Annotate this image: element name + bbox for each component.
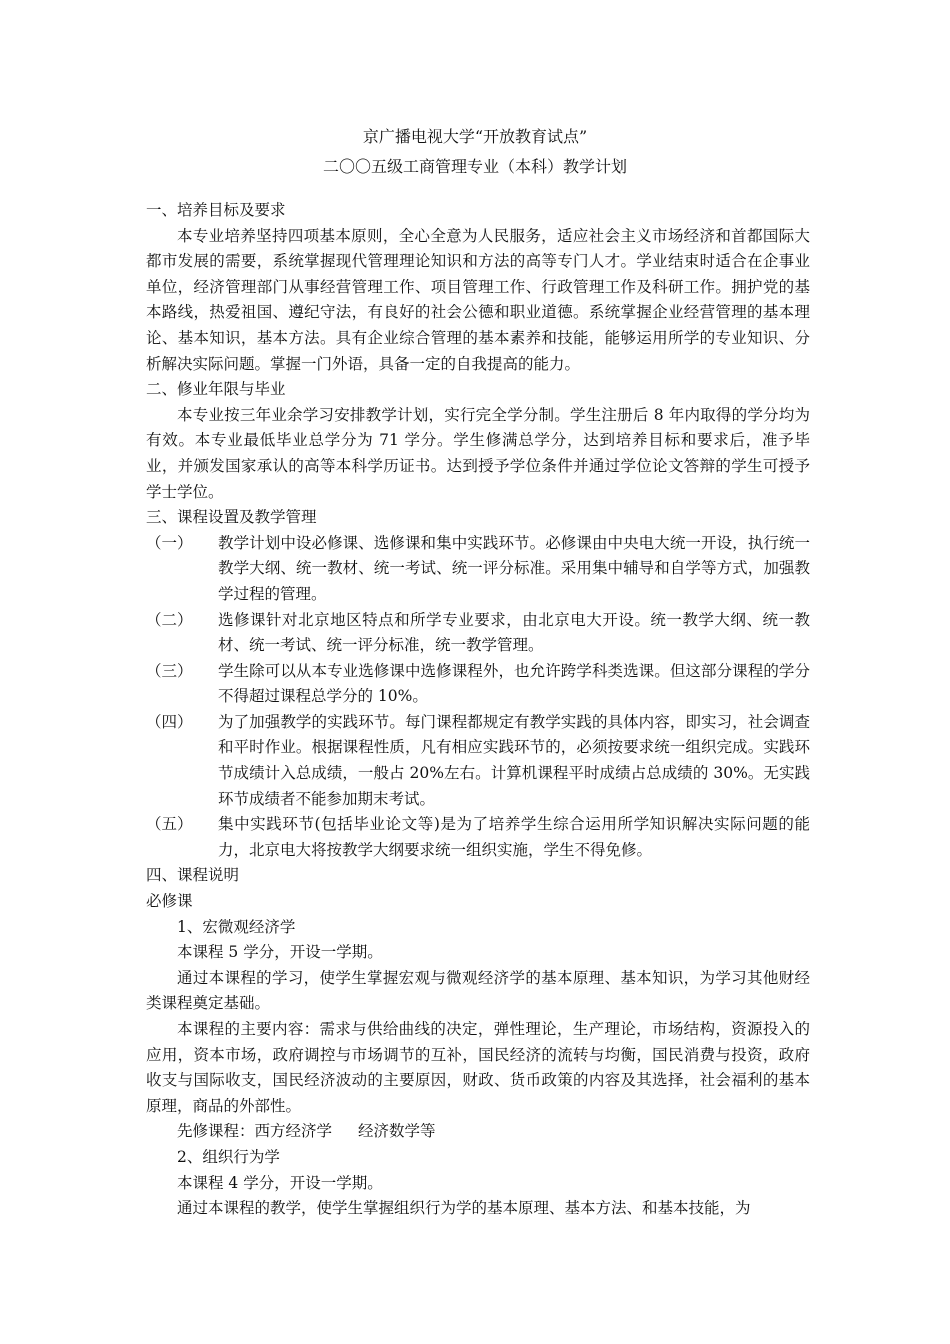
list-item bbox=[146, 608, 810, 659]
list-item bbox=[146, 531, 810, 608]
list-marker: （三） bbox=[146, 661, 193, 680]
section3-heading: 三、课程设置及教学管理 bbox=[146, 508, 317, 527]
section2-heading: 二、修业年限与毕业 bbox=[146, 380, 286, 399]
list-text: 教学计划中设必修课、选修课和集中实践环节。必修课由中央电大统一开设，执行统一教学大纲、统一教材、统一考试、统一评分标准。采用集中辅导和自学等方式，加强教学过程的管理。 bbox=[218, 533, 810, 603]
prereq-extra: 经济数学等 bbox=[358, 1122, 436, 1141]
list-item bbox=[146, 659, 810, 710]
list-marker: （二） bbox=[146, 610, 193, 629]
title-line-1: 京广播电视大学“开放教育试点” bbox=[362, 127, 588, 146]
course2-goal: 通过本课程的教学，使学生掌握组织行为学的基本原理、基本方法、和基本技能，为 bbox=[177, 1199, 751, 1218]
list-item bbox=[146, 710, 810, 812]
course1-goal: 通过本课程的学习，使学生掌握宏观与微观经济学的基本原理、基本知识，为学习其他财经类课程奠定基础。 bbox=[146, 968, 810, 1013]
list-marker: （五） bbox=[146, 815, 193, 834]
section1-heading: 一、培养目标及要求 bbox=[146, 201, 286, 219]
section2-paragraph: 本专业按三年业余学习安排教学计划，实行完全学分制。学生注册后 8 年内取得的学分均为有效。本专业最低毕业总学分为 71 学分。学生修满总学分，达到培养目标和要求后，准予毕业，并颁发国家承认的高等本科学历证书。达到授予学位条件并通过学位论文答辩的学生可授予学士学位。 bbox=[146, 405, 810, 501]
list-item bbox=[146, 812, 810, 863]
title-line-2: 二〇〇五级工商管理专业（本科）教学计划 bbox=[322, 157, 627, 176]
list-text: 选修课针对北京地区特点和所学专业要求，由北京电大开设。统一教学大纲、统一教材、统一考试、统一评分标准，统一教学管理。 bbox=[218, 610, 810, 655]
course2-title: 2、组织行为学 bbox=[177, 1147, 280, 1166]
course1-prerequisites bbox=[146, 1119, 810, 1145]
course1-credits: 本课程 5 学分，开设一学期。 bbox=[177, 943, 383, 962]
required-courses-label: 必修课 bbox=[146, 892, 193, 911]
document-body bbox=[146, 198, 810, 1222]
list-marker: （一） bbox=[146, 533, 193, 552]
course1-content: 本课程的主要内容：需求与供给曲线的决定，弹性理论，生产理论，市场结构，资源投入的应用，资本市场，政府调控与市场调节的互补，国民经济的流转与均衡，国民消费与投资，政府收支与国际收支，国民经济波动的主要原因，财政、货币政策的内容及其选择，社会福利的基本原理，商品的外部性。 bbox=[146, 1020, 810, 1115]
list-text: 学生除可以从本专业选修课中选修课程外，也允许跨学科类选课。但这部分课程的学分不得超过课程总学分的 10%。 bbox=[218, 661, 810, 706]
section4-heading: 四、课程说明 bbox=[146, 866, 240, 885]
list-text: 为了加强教学的实践环节。每门课程都规定有教学实践的具体内容，即实习，社会调查和平时作业。根据课程性质，凡有相应实践环节的，必须按要求统一组织完成。实践环节成绩计入总成绩，一般占 20%左右。计算机课程平时成绩占总成绩的 30%。无实践环节成绩者不能参加期末考试。 bbox=[218, 712, 810, 808]
list-marker: （四） bbox=[146, 712, 193, 731]
prereq-label: 先修课程：西方经济学 bbox=[177, 1122, 333, 1141]
course2-credits: 本课程 4 学分，开设一学期。 bbox=[177, 1173, 383, 1192]
section1-paragraph: 本专业培养坚持四项基本原则，全心全意为人民服务，适应社会主义市场经济和首都国际大都市发展的需要，系统掌握现代管理理论知识和方法的高等专门人才。学业结束时适合在企事业单位，经济管理部门从事经营管理工作、项目管理工作、行政管理工作及科研工作。拥护党的基本路线，热爱祖国、遵纪守法，有良好的社会公德和职业道德。系统掌握企业经营管理的基本理论、基本知识，基本方法。具有企业综合管理的基本素养和技能，能够运用所学的专业知识、分析解决实际问题。掌握一门外语，具备一定的自我提高的能力。 bbox=[146, 226, 810, 373]
course1-title: 1、宏微观经济学 bbox=[177, 917, 296, 936]
list-text: 集中实践环节(包括毕业论文等)是为了培养学生综合运用所学知识解决实际问题的能力，北京电大将按教学大纲要求统一组织实施，学生不得免修。 bbox=[218, 815, 810, 859]
